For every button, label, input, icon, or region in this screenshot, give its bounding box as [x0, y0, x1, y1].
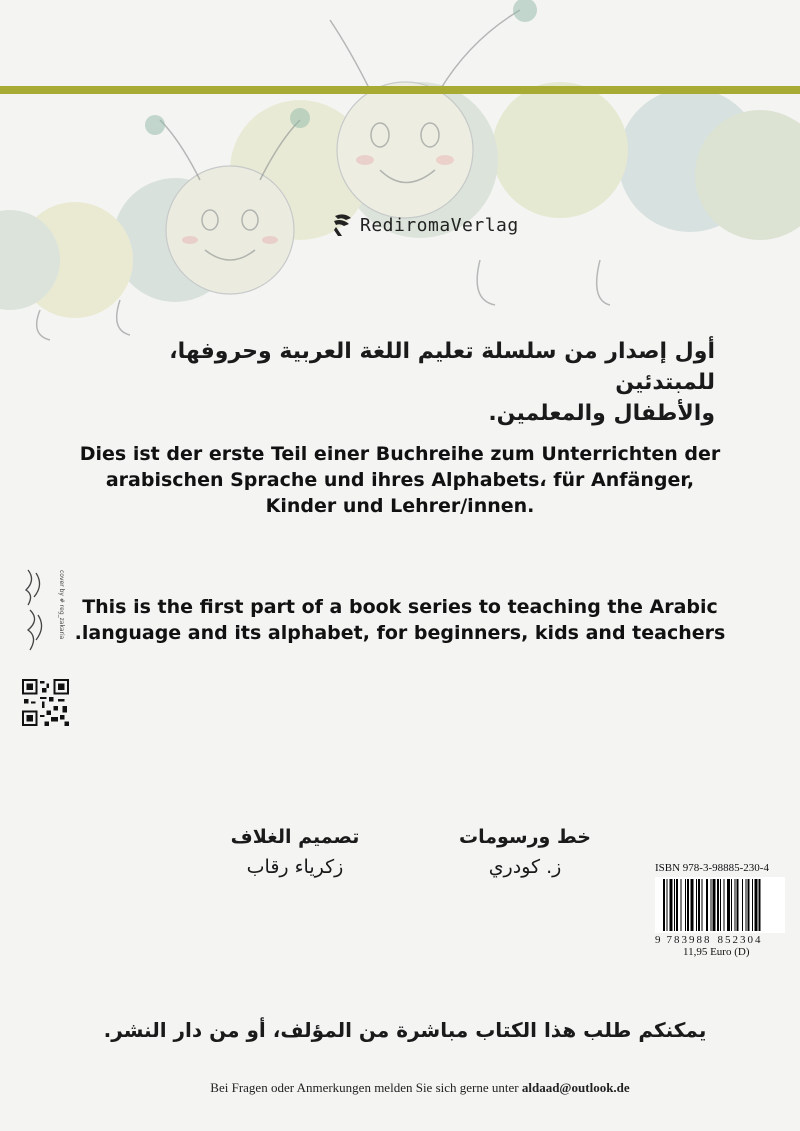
arabic-description-line: أول إصدار من سلسلة تعليم اللغة العربية وحروفها، للمبتدئين: [169, 339, 715, 395]
barcode-digits-group1: 783988: [666, 934, 712, 946]
cover-design-title: تصميم الغلاف: [230, 826, 360, 848]
signature-caption: cover by # reg_zakaria: [58, 570, 65, 640]
contact-email-link[interactable]: aldaad@outlook.de: [521, 1080, 630, 1095]
cover-design-name: زكرياء رقاب: [246, 856, 344, 878]
price-label: 11,95 Euro (D): [683, 946, 750, 958]
accent-bar: [0, 86, 800, 94]
german-description-line: Kinder und Lehrer/innen.: [265, 495, 535, 517]
arabic-description: [110, 336, 715, 429]
calligraphy-credit: [445, 826, 605, 878]
barcode-digit-first: 9: [655, 934, 661, 946]
artist-signature: [16, 565, 72, 665]
english-description-line: This is the first part of a book series to teaching the Arabic: [82, 596, 718, 618]
german-description-line: arabischen Sprache und ihres Alphabets، für Anfänger,: [105, 469, 695, 491]
contact-prefix: Bei Fragen oder Anmerkungen melden Sie sich gerne unter: [210, 1080, 519, 1095]
calligraphy-name: ز. كودري: [488, 856, 562, 878]
calligraphy-title: خط ورسومات: [459, 826, 591, 848]
german-description-line: Dies ist der erste Teil einer Buchreihe zum Unterrichten der: [79, 443, 721, 465]
english-description: [60, 594, 740, 646]
order-info: يمكنكم طلب هذا الكتاب مباشرة من المؤلف، أو من دار النشر.: [103, 1018, 707, 1042]
barcode-icon: [655, 877, 785, 933]
cover-design-credit: [215, 826, 375, 878]
barcode-block: [655, 862, 785, 946]
barcode-digits-group2: 852304: [717, 934, 763, 946]
german-description: [60, 441, 740, 519]
caterpillar-illustration: [0, 0, 800, 360]
isbn-label: ISBN 978-3-98885-230-4: [655, 862, 769, 874]
publisher-logo-icon: [332, 212, 354, 238]
publisher-logo[interactable]: [332, 212, 519, 238]
publisher-name: RediromaVerlag: [360, 214, 519, 236]
arabic-description-line: والأطفال والمعلمين.: [488, 401, 715, 426]
contact-line: [100, 1080, 740, 1096]
english-description-line: .language and its alphabet, for beginners, kids and teachers: [74, 622, 726, 644]
qr-code-icon[interactable]: [22, 679, 69, 726]
